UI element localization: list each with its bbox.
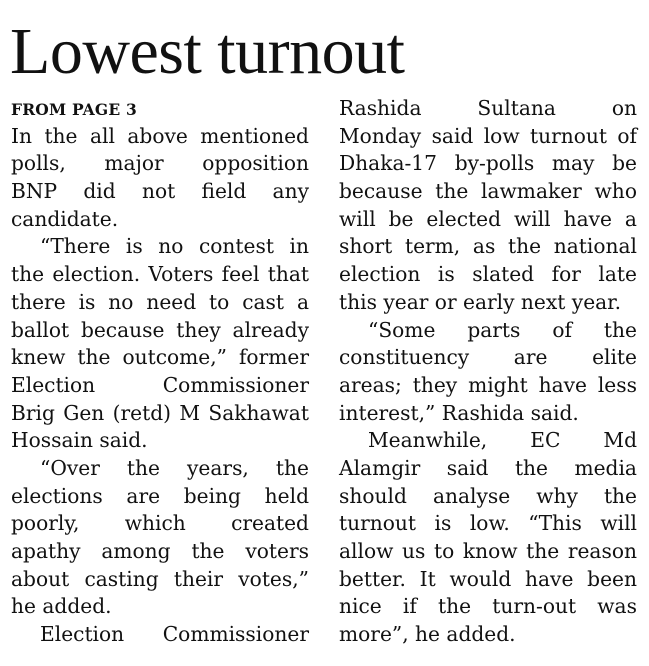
article-text-line: allow us to know the reason xyxy=(339,539,637,563)
article-text-line: nice if the turn-out was xyxy=(339,594,637,619)
article-text-line: ballot because they already xyxy=(11,317,309,342)
continued-from-label: FROM PAGE 3 xyxy=(11,100,137,119)
article-text-line: about casting their votes,” xyxy=(11,566,309,591)
article-text-line: apathy among the voters xyxy=(11,539,309,563)
article-text-line: Election Commissioner xyxy=(11,372,309,397)
article-text-line: there is no need to cast a xyxy=(11,289,309,314)
article-text-line: because the lawmaker who xyxy=(339,179,637,204)
article-text-line: constituency are elite xyxy=(339,345,637,370)
article-text-line: polls, major opposition xyxy=(11,151,309,176)
article-text-line: areas; they might have less xyxy=(339,372,637,397)
article-text-line: the election. Voters feel that xyxy=(11,262,309,287)
article-column-right xyxy=(339,95,637,649)
article-text-line: will be elected will have a xyxy=(339,206,637,231)
article-text-line: “Over the years, the xyxy=(40,455,309,480)
article-text-line: Hossain said. xyxy=(11,428,148,453)
article-text-line: Election Commissioner xyxy=(40,622,309,647)
article-text-line: BNP did not field any xyxy=(11,179,309,204)
article-text-line: interest,” Rashida said. xyxy=(339,400,579,425)
left-column-body xyxy=(11,123,309,649)
article-text-line: Alamgir said the media xyxy=(339,455,637,480)
article-text-line: “Some parts of the xyxy=(368,317,637,342)
article-text-line: Dhaka-17 by-polls may be xyxy=(339,151,637,176)
article-text-line: Monday said low turnout of xyxy=(339,123,637,148)
article-text-line: better. It would have been xyxy=(339,566,637,591)
right-column-body xyxy=(339,95,637,649)
article-text-line: “There is no contest in xyxy=(40,234,309,259)
article-text-line: Meanwhile, EC Md xyxy=(368,428,637,453)
article-text-line: should analyse why the xyxy=(339,483,637,508)
article-text-line: Rashida Sultana on xyxy=(339,96,637,120)
article-text-line: elections are being held xyxy=(11,483,309,508)
article-text-line: he added. xyxy=(11,594,112,619)
article-column-left xyxy=(11,95,309,649)
article-text-line: this year or early next year. xyxy=(339,289,622,314)
article-text-line: more”, he added. xyxy=(339,622,516,647)
article-text-line: poorly, which created xyxy=(11,511,309,536)
article-text-line: In the all above mentioned xyxy=(11,123,309,148)
article-text-line: election is slated for late xyxy=(339,262,637,287)
article-text-line: turnout is low. “This will xyxy=(339,511,637,536)
article-text-line: candidate. xyxy=(11,206,119,231)
article-text-line: short term, as the national xyxy=(339,234,637,259)
article-text-line: knew the outcome,” former xyxy=(11,345,309,370)
headline: Lowest turnout xyxy=(10,15,405,88)
article-text-line: Brig Gen (retd) M Sakhawat xyxy=(11,400,309,425)
